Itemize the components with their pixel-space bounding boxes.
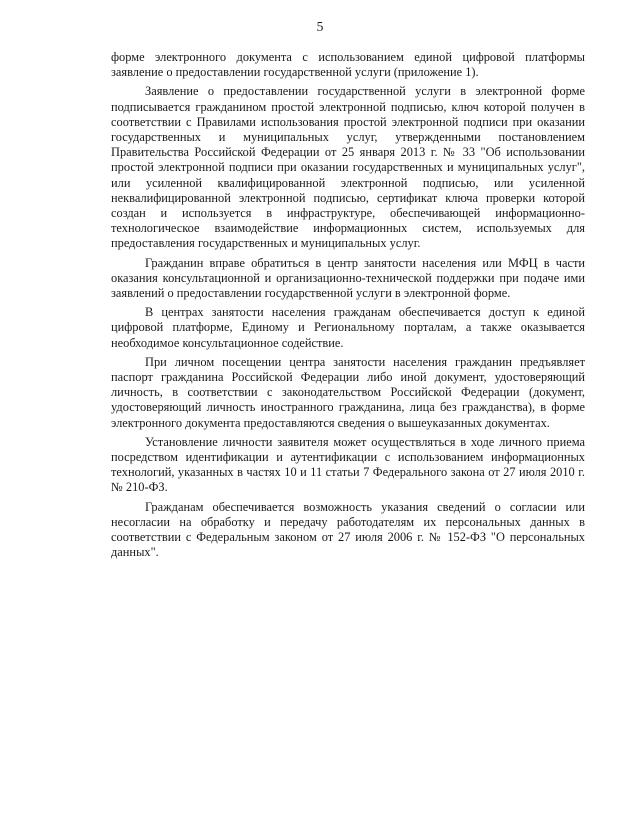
paragraph-personal-visit: При личном посещении центра занятости населения гражданин предъявляет паспорт гражданина Российской Федерации либо иной документ, удостоверяющий личность, в соответствии с законодательством Российской Федерации (документ, удостоверяющий личность иностранного гражданина, лица без гражданства), в форме электронного документа предоставляются сведения о вышеуказанных документах. xyxy=(111,354,585,430)
paragraph-continuation: форме электронного документа с использованием единой цифровой платформы заявление о предоставлении государственной услуги (приложение 1). xyxy=(111,50,585,80)
paragraph-electronic-signature: Заявление о предоставлении государственной услуги в электронной форме подписывается гражданином простой электронной подписью, ключ которой получен в соответствии с Правилами использования простой электронной подписи при оказании государственных и муниципальных услуг, утвержденными постановлением Правительства Российской Федерации от 25 января 2013 г. № 33 "Об использовании простой электронной подписи при оказании государственных и муниципальных услуг", или усиленной квалифицированной электронной подписью, или усиленной неквалифицированной электронной подписью, сертификат ключа проверки которой создан и используется в инфраструктуре, обеспечивающей информационно-технологическое взаимодействие информационных систем, используемых для предоставления государственных и муниципальных услуг. xyxy=(111,84,585,251)
document-body xyxy=(111,50,585,565)
paragraph-portal-access: В центрах занятости населения гражданам обеспечивается доступ к единой цифровой платформе, Единому и Региональному порталам, а также оказывается необходимое консультационное содействие. xyxy=(111,305,585,350)
paragraph-identity-verification: Установление личности заявителя может осуществляться в ходе личного приема посредством идентификации и аутентификации с использованием информационных технологий, указанных в частях 10 и 11 статьи 7 Федерального закона от 27 июля 2010 г. № 210-ФЗ. xyxy=(111,434,585,495)
paragraph-personal-data-consent: Гражданам обеспечивается возможность указания сведений о согласии или несогласии на обработку и передачу работодателям их персональных данных в соответствии с Федеральным законом от 27 июля 2006 г. № 152-ФЗ "О персональных данных". xyxy=(111,499,585,560)
page-number: 5 xyxy=(316,19,324,34)
paragraph-employment-center-support: Гражданин вправе обратиться в центр занятости населения или МФЦ в части оказания консультационной и организационно-технической поддержки при подаче ими заявлений о предоставлении государственной услуги в электронной форме. xyxy=(111,255,585,301)
